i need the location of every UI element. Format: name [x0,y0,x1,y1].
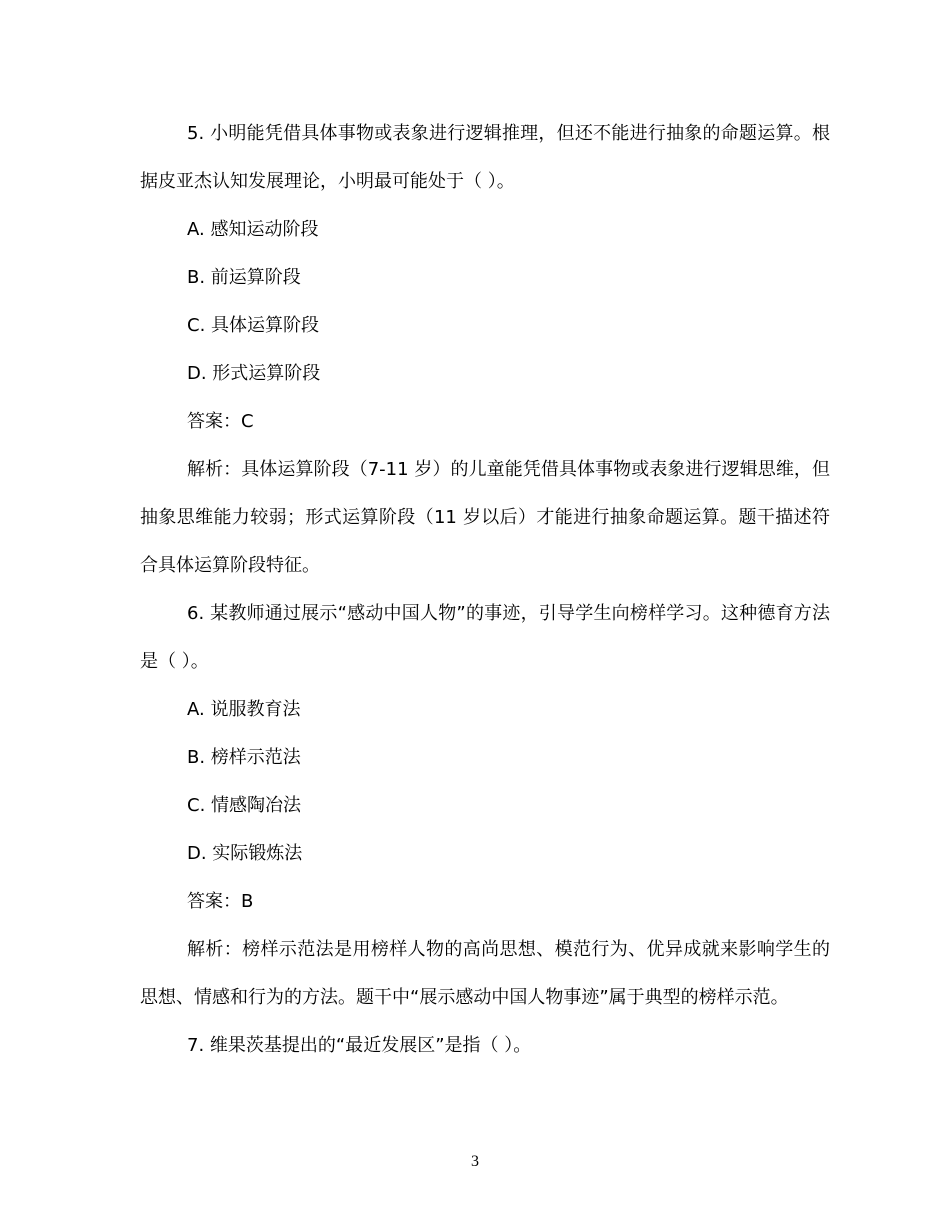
answer: 答案：C [187,411,254,432]
question-stem: 6. 某教师通过展示“感动中国人物”的事迹，引导学生向榜样学习。这种德育方法是（ ）。 [140,603,830,672]
option-b: B. 榜样示范法 [187,747,301,768]
page-number: 3 [471,1153,479,1170]
question-stem: 7. 维果茨基提出的“最近发展区”是指（ ）。 [187,1035,532,1056]
page-content [140,110,830,1070]
option-c: C. 具体运算阶段 [187,315,320,336]
option-a: A. 说服教育法 [187,699,301,720]
analysis: 解析：具体运算阶段（7-11 岁）的儿童能凭借具体事物或表象进行逻辑思维，但抽象思维能力较弱；形式运算阶段（11 岁以后）才能进行抽象命题运算。题干描述符合具体运算阶段特征。 [140,459,830,576]
question-7 [140,1022,830,1070]
question-6 [140,590,830,1022]
answer: 答案：B [187,891,254,912]
option-d: D. 实际锻炼法 [187,843,303,864]
question-stem: 5. 小明能凭借具体事物或表象进行逻辑推理，但还不能进行抽象的命题运算。根据皮亚杰认知发展理论，小明最可能处于（ ）。 [140,123,830,192]
option-b: B. 前运算阶段 [187,267,301,288]
option-a: A. 感知运动阶段 [187,219,319,240]
option-c: C. 情感陶冶法 [187,795,302,816]
question-5 [140,110,830,590]
option-d: D. 形式运算阶段 [187,363,321,384]
analysis: 解析：榜样示范法是用榜样人物的高尚思想、模范行为、优异成就来影响学生的思想、情感和行为的方法。题干中“展示感动中国人物事迹”属于典型的榜样示范。 [140,939,830,1008]
